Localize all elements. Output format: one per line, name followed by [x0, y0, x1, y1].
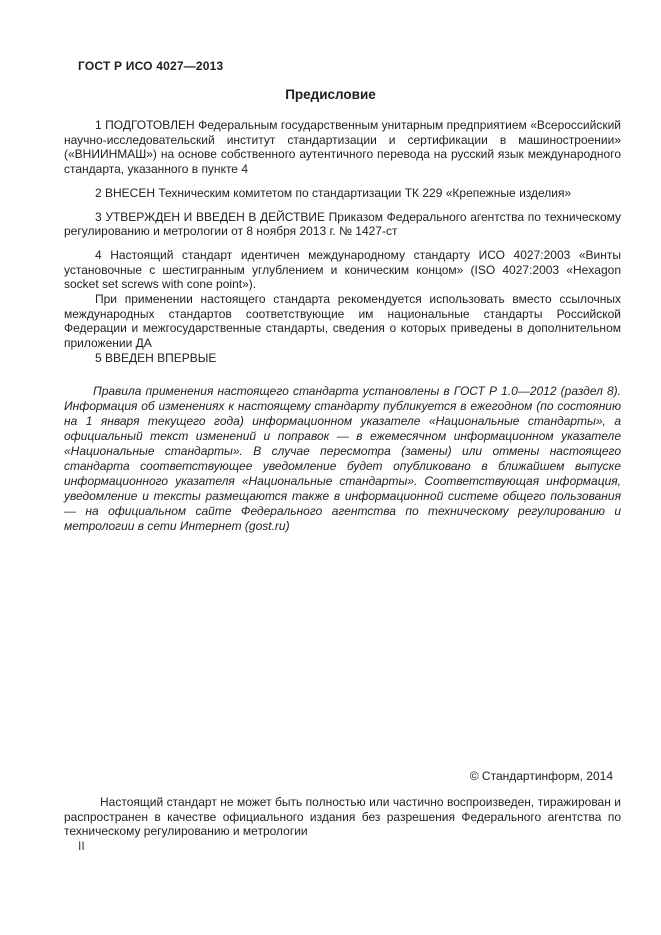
foreword-item-4-note: При применении настоящего стандарта рекомендуется использовать вместо ссылочных международных стандартов соответствующие им национальные стандарты Российской Федерации и межгосударственные стандарты, сведения о которых приведены в дополнительном приложении ДА [64, 292, 621, 351]
foreword-section [64, 118, 621, 366]
application-rules-note [64, 384, 621, 534]
copyright-notice: © Стандартинформ, 2014 [469, 769, 613, 783]
foreword-item-3: 3 УТВЕРЖДЕН И ВВЕДЕН В ДЕЙСТВИЕ Приказом Федерального агентства по техническому регулированию и метрологии от 8 ноября 2013 г. № 1427-ст [64, 209, 621, 239]
foreword-item-4: 4 Настоящий стандарт идентичен международному стандарту ИСО 4027:2003 «Винты установочные с шестигранным углублением и коническим концом» (ISO 4027:2003 «Hexagon socket set screws with cone point»). [64, 247, 621, 292]
foreword-item-5: 5 ВВЕДЕН ВПЕРВЫЕ [95, 350, 217, 365]
foreword-item-1: 1 ПОДГОТОВЛЕН Федеральным государственным унитарным предприятием «Всероссийский научно-исследовательский институт стандартизации и сертификации в машиностроении» («ВНИИНМАШ») на основе собственного аутентичного перевода на русский язык международного стандарта, указанного в пункте 4 [64, 118, 621, 177]
application-rules-text: Правила применения настоящего стандарта установлены в ГОСТ Р 1.0—2012 (раздел 8). Информация об изменениях к настоящему стандарту публикуется в ежегодном (по состоянию на 1 января текущего года) информационном указателе «Национальные стандарты», а официальный текст изменений и поправок — в ежемесячном информационном указателе «Национальные стандарты». В случае пересмотра (замены) или отмены настоящего стандарта соответствующее уведомление будет опубликовано в ближайшем выпуске информационного указателя «Национальные стандарты». Соответствующая информация, уведомление и тексты размещаются также в информационной системе общего пользования — на официальном сайте Федерального агентства по техническому регулированию и метрологии в сети Интернет (gost.ru) [64, 384, 621, 533]
standard-designation: ГОСТ Р ИСО 4027—2013 [78, 59, 224, 73]
foreword-item-2: 2 ВНЕСЕН Техническим комитетом по стандартизации ТК 229 «Крепежные изделия» [95, 185, 572, 200]
section-title: Предисловие [285, 87, 376, 102]
reproduction-notice-text: Настоящий стандарт не может быть полностью или частично воспроизведен, тиражирован и распространен в качестве официального издания без разрешения Федерального агентства по техническому регулированию и метрологии [64, 795, 621, 839]
page-number: II [78, 839, 85, 853]
reproduction-notice [64, 795, 621, 839]
